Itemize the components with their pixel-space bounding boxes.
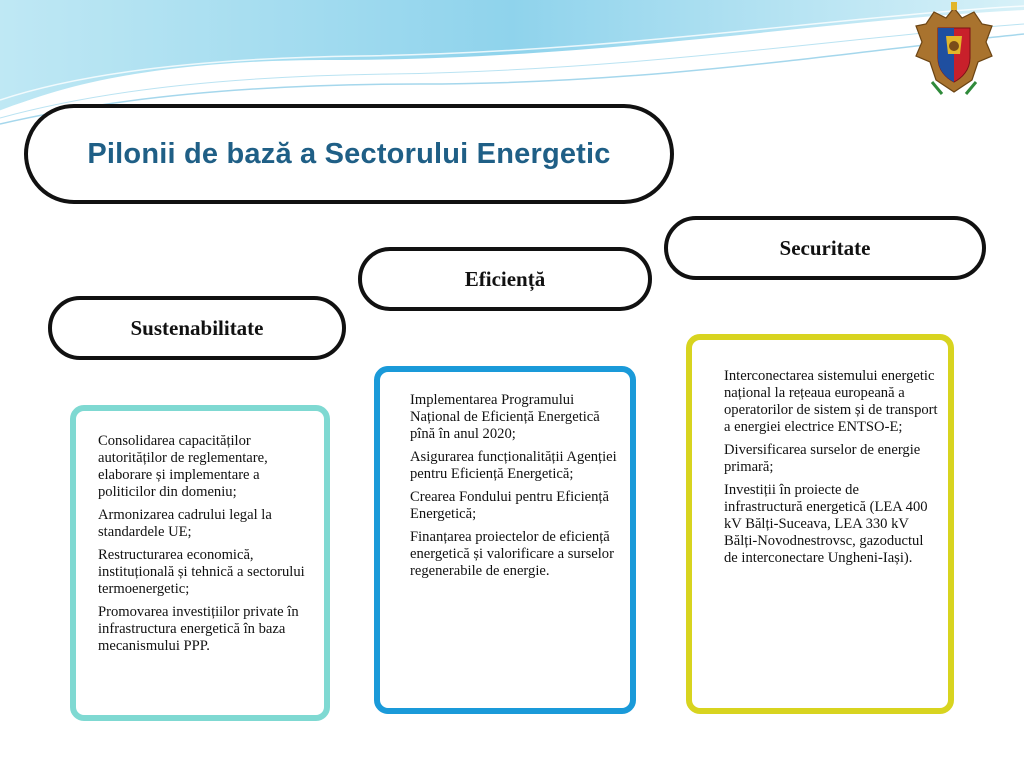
- pillar-box-eficienta: [374, 366, 636, 714]
- pillar-item: Consolidarea capacităților autorităților de reglementare, elaborare și implementare a politicilor din domeniu;: [98, 433, 268, 500]
- pillar-item: Investiții în proiecte de infrastructură energetică (LEA 400 kV Bălți-Suceava, LEA 330 kV Bălți-Novodnestrovsc, gazoductul de interconectare Ungheni-Iași).: [724, 482, 928, 566]
- pillar-item: Implementarea Programului Național de Eficiență Energetică pînă în anul 2020;: [410, 392, 600, 442]
- pillar-item: Promovarea investițiilor private în infrastructura energetică în baza mecanismului PPP.: [98, 604, 299, 654]
- pillar-header-label: Securitate: [779, 235, 871, 260]
- page-title: Pilonii de bază a Sectorului Energetic: [87, 137, 611, 170]
- pillar-item: Interconectarea sistemului energetic național la rețeaua europeană a operatorilor de sistem și de transport a energiei electrice ENTSO-E;: [724, 368, 938, 435]
- pillar-item: Finanțarea proiectelor de eficiență energetică și valorificare a surselor regenerabile de energie.: [410, 529, 614, 579]
- pillar-item: Asigurarea funcționalității Agenției pentru Eficiență Energetică;: [410, 449, 617, 482]
- pillar-box-securitate: [686, 334, 954, 714]
- pillar-item: Restructurarea economică, instituțională și tehnică a sectorului termoenergetic;: [98, 547, 305, 597]
- pillar-header-sustenabilitate: [48, 296, 346, 360]
- pillar-header-securitate: [664, 216, 986, 280]
- pillar-box-sustenabilitate: [70, 405, 330, 721]
- pillar-item: Diversificarea surselor de energie primară;: [724, 442, 921, 475]
- pillar-header-eficienta: [358, 247, 652, 311]
- coat-of-arms-icon: [912, 2, 996, 100]
- title-box: [24, 104, 674, 204]
- pillar-item: Armonizarea cadrului legal la standardele UE;: [98, 507, 272, 540]
- pillar-header-label: Eficiență: [464, 266, 546, 291]
- pillar-header-label: Sustenabilitate: [130, 315, 264, 340]
- pillar-item: Crearea Fondului pentru Eficiență Energetică;: [410, 489, 609, 522]
